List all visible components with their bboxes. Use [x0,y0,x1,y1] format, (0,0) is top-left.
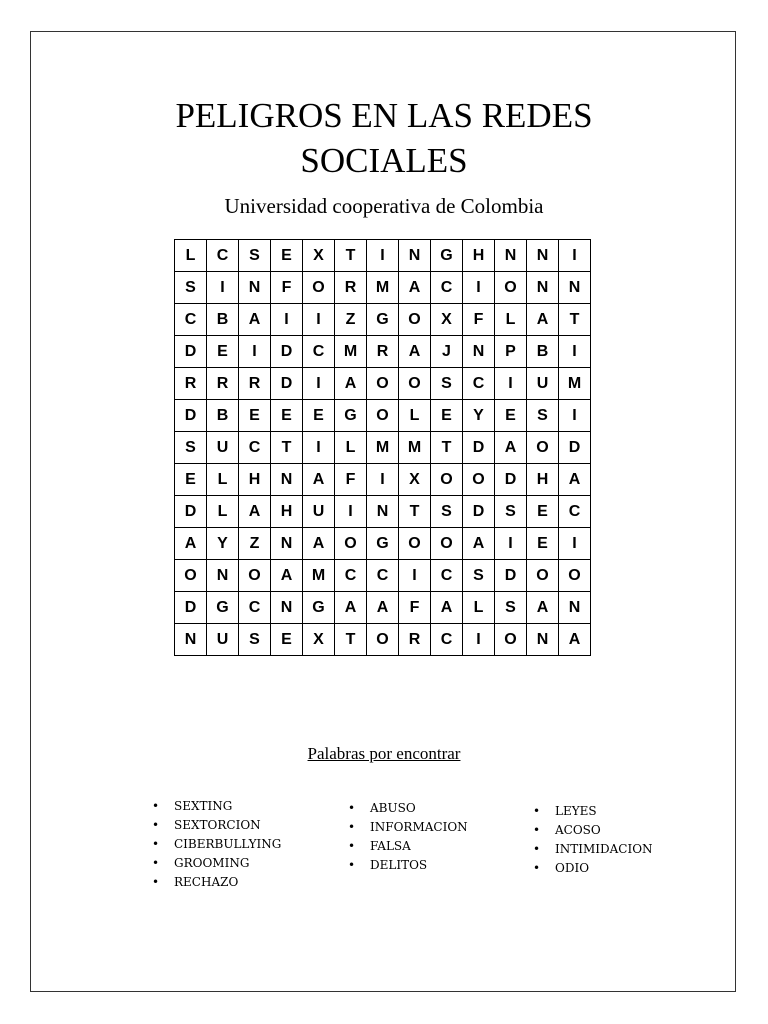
grid-cell[interactable]: I [463,272,495,304]
grid-cell[interactable]: I [271,304,303,336]
grid-cell[interactable]: L [463,592,495,624]
grid-row [175,496,591,528]
grid-cell[interactable]: N [527,272,559,304]
grid-cell[interactable]: N [495,240,527,272]
grid-cell[interactable]: C [463,368,495,400]
grid-cell[interactable]: E [431,400,463,432]
word-list-column-2 [348,799,468,875]
grid-cell[interactable]: C [431,272,463,304]
grid-cell[interactable]: D [175,400,207,432]
grid-cell[interactable]: A [559,624,591,656]
grid-cell[interactable]: D [495,464,527,496]
grid-cell[interactable]: R [175,368,207,400]
grid-cell[interactable]: O [431,528,463,560]
grid-cell[interactable]: O [399,528,431,560]
grid-cell[interactable]: L [175,240,207,272]
grid-cell[interactable]: I [559,528,591,560]
grid-cell[interactable]: N [271,464,303,496]
grid-cell[interactable]: F [271,272,303,304]
word-list-item: • ACOSO [533,821,653,840]
grid-cell[interactable]: A [527,592,559,624]
word-search-grid [174,239,591,656]
grid-row [175,336,591,368]
grid-cell[interactable]: T [399,496,431,528]
grid-cell[interactable]: O [399,304,431,336]
grid-cell[interactable]: C [367,560,399,592]
grid-cell[interactable]: I [495,368,527,400]
grid-cell[interactable]: A [495,432,527,464]
grid-cell[interactable]: B [207,304,239,336]
grid-row [175,464,591,496]
grid-cell[interactable]: C [559,496,591,528]
grid-cell[interactable]: R [207,368,239,400]
grid-cell[interactable]: A [335,592,367,624]
grid-cell[interactable]: S [463,560,495,592]
grid-cell[interactable]: R [399,624,431,656]
grid-cell[interactable]: I [399,560,431,592]
grid-cell[interactable]: O [239,560,271,592]
grid-row [175,592,591,624]
grid-cell[interactable]: S [527,400,559,432]
grid-cell[interactable]: F [335,464,367,496]
grid-cell[interactable]: C [175,304,207,336]
grid-cell[interactable]: S [175,272,207,304]
grid-cell[interactable]: C [431,560,463,592]
grid-cell[interactable]: I [303,304,335,336]
grid-cell[interactable]: O [527,432,559,464]
grid-cell[interactable]: A [527,304,559,336]
grid-cell[interactable]: N [527,624,559,656]
grid-cell[interactable]: T [271,432,303,464]
grid-cell[interactable]: D [175,336,207,368]
words-heading [0,742,768,766]
grid-cell[interactable]: I [367,240,399,272]
grid-cell[interactable]: M [559,368,591,400]
grid-cell[interactable]: U [527,368,559,400]
grid-cell[interactable]: X [431,304,463,336]
grid-cell[interactable]: O [303,272,335,304]
grid-cell[interactable]: H [527,464,559,496]
grid-cell[interactable]: N [271,528,303,560]
grid-row [175,432,591,464]
grid-cell[interactable]: A [399,336,431,368]
word-list-column-3 [533,802,653,878]
page-title-line2: SOCIALES [300,141,468,180]
grid-row [175,624,591,656]
grid-cell[interactable]: O [367,368,399,400]
page-title-line1: PELIGROS EN LAS REDES [175,96,593,135]
grid-cell[interactable]: Z [239,528,271,560]
grid-cell[interactable]: Y [207,528,239,560]
word-list-item: • DELITOS [348,856,468,875]
grid-cell[interactable]: I [303,368,335,400]
grid-cell[interactable]: A [239,496,271,528]
grid-cell[interactable]: A [303,464,335,496]
grid-cell[interactable]: I [207,272,239,304]
grid-cell[interactable]: O [527,560,559,592]
grid-cell[interactable]: N [239,272,271,304]
grid-cell[interactable]: H [463,240,495,272]
grid-cell[interactable]: D [271,336,303,368]
grid-cell[interactable]: O [463,464,495,496]
grid-row [175,528,591,560]
grid-cell[interactable]: N [175,624,207,656]
grid-cell[interactable]: R [239,368,271,400]
grid-cell[interactable]: E [495,400,527,432]
grid-cell[interactable]: B [527,336,559,368]
grid-cell[interactable]: M [335,336,367,368]
word-list-column-1 [152,797,281,892]
word-list-item: • INFORMACION [348,818,468,837]
grid-cell[interactable]: R [367,336,399,368]
grid-cell[interactable]: R [335,272,367,304]
grid-cell[interactable]: B [207,400,239,432]
grid-cell[interactable]: X [303,624,335,656]
grid-cell[interactable]: T [335,240,367,272]
grid-cell[interactable]: L [495,304,527,336]
grid-cell[interactable]: G [303,592,335,624]
grid-row [175,560,591,592]
grid-cell[interactable]: E [527,528,559,560]
grid-cell[interactable]: O [175,560,207,592]
grid-cell[interactable]: T [431,432,463,464]
word-list-item: • GROOMING [152,854,281,873]
grid-cell[interactable]: E [527,496,559,528]
grid-cell[interactable]: I [495,528,527,560]
grid-cell[interactable]: L [399,400,431,432]
grid-cell[interactable]: J [431,336,463,368]
grid-cell[interactable]: N [559,592,591,624]
word-list-item: • FALSA [348,837,468,856]
grid-cell[interactable]: N [559,272,591,304]
grid-cell[interactable]: S [431,496,463,528]
grid-cell[interactable]: I [463,624,495,656]
grid-cell[interactable]: D [271,368,303,400]
grid-row [175,240,591,272]
word-list-item: • RECHAZO [152,873,281,892]
grid-cell[interactable]: G [431,240,463,272]
grid-cell[interactable]: D [175,592,207,624]
grid-cell[interactable]: D [495,560,527,592]
grid-cell[interactable]: D [175,496,207,528]
word-list-item: • SEXTING [152,797,281,816]
grid-cell[interactable]: M [367,272,399,304]
grid-cell[interactable]: A [463,528,495,560]
grid-cell[interactable]: E [239,400,271,432]
grid-cell[interactable]: H [271,496,303,528]
grid-cell[interactable]: O [495,624,527,656]
grid-cell[interactable]: A [335,368,367,400]
grid-cell[interactable]: O [495,272,527,304]
grid-cell[interactable]: X [303,240,335,272]
grid-cell[interactable]: L [335,432,367,464]
grid-cell[interactable]: A [559,464,591,496]
grid-cell[interactable]: O [399,368,431,400]
grid-cell[interactable]: G [367,528,399,560]
grid-cell[interactable]: U [303,496,335,528]
grid-cell[interactable]: N [527,240,559,272]
grid-cell[interactable]: S [495,592,527,624]
grid-cell[interactable]: Z [335,304,367,336]
word-list-item: • LEYES [533,802,653,821]
grid-cell[interactable]: M [367,432,399,464]
grid-cell[interactable]: C [335,560,367,592]
grid-cell[interactable]: I [559,400,591,432]
grid-cell[interactable]: S [239,624,271,656]
grid-cell[interactable]: S [431,368,463,400]
grid-cell[interactable]: M [303,560,335,592]
grid-cell[interactable]: I [559,240,591,272]
grid-cell[interactable]: D [463,496,495,528]
grid-row [175,304,591,336]
grid-cell[interactable]: I [303,432,335,464]
grid-cell[interactable]: O [367,400,399,432]
grid-cell[interactable]: O [367,624,399,656]
grid-cell[interactable]: E [271,400,303,432]
grid-cell[interactable]: P [495,336,527,368]
grid-cell[interactable]: F [463,304,495,336]
grid-cell[interactable]: T [335,624,367,656]
words-heading-text: Palabras por encontrar [307,744,461,763]
grid-cell[interactable]: T [559,304,591,336]
grid-cell[interactable]: E [271,624,303,656]
grid-cell[interactable]: E [271,240,303,272]
grid-cell[interactable]: U [207,432,239,464]
grid-cell[interactable]: Y [463,400,495,432]
grid-cell[interactable]: C [431,624,463,656]
grid-cell[interactable]: N [367,496,399,528]
grid-cell[interactable]: X [399,464,431,496]
grid-cell[interactable]: N [399,240,431,272]
grid-cell[interactable]: I [335,496,367,528]
grid-cell[interactable]: A [271,560,303,592]
grid-cell[interactable]: F [399,592,431,624]
grid-row [175,272,591,304]
grid-cell[interactable]: M [399,432,431,464]
word-list-item: • ODIO [533,859,653,878]
grid-row [175,400,591,432]
grid-cell[interactable]: C [303,336,335,368]
grid-cell[interactable]: L [207,464,239,496]
grid-cell[interactable]: D [559,432,591,464]
grid-cell[interactable]: C [239,592,271,624]
grid-cell[interactable]: A [303,528,335,560]
grid-cell[interactable]: D [463,432,495,464]
grid-cell[interactable]: O [335,528,367,560]
grid-cell[interactable]: A [431,592,463,624]
grid-cell[interactable]: I [367,464,399,496]
grid-cell[interactable]: A [367,592,399,624]
grid-cell[interactable]: N [207,560,239,592]
grid-cell[interactable]: L [207,496,239,528]
grid-cell[interactable]: C [239,432,271,464]
grid-cell[interactable]: U [207,624,239,656]
page-subtitle: Universidad cooperativa de Colombia [224,194,544,218]
grid-row [175,368,591,400]
grid-cell[interactable]: I [559,336,591,368]
grid-cell[interactable]: S [239,240,271,272]
grid-cell[interactable]: O [431,464,463,496]
grid-cell[interactable]: S [495,496,527,528]
grid-cell[interactable]: A [175,528,207,560]
grid-cell[interactable]: O [559,560,591,592]
grid-cell[interactable]: E [207,336,239,368]
grid-cell[interactable]: G [335,400,367,432]
word-list-item: • INTIMIDACION [533,840,653,859]
grid-cell[interactable]: N [271,592,303,624]
grid-cell[interactable]: C [207,240,239,272]
grid-cell[interactable]: H [239,464,271,496]
grid-cell[interactable]: A [399,272,431,304]
grid-cell[interactable]: G [367,304,399,336]
word-list-item: • ABUSO [348,799,468,818]
grid-cell[interactable]: N [463,336,495,368]
grid-cell[interactable]: I [239,336,271,368]
grid-cell[interactable]: G [207,592,239,624]
grid-cell[interactable]: A [239,304,271,336]
word-list-item: • CIBERBULLYING [152,835,281,854]
word-list-item: • SEXTORCION [152,816,281,835]
grid-cell[interactable]: E [175,464,207,496]
grid-cell[interactable]: S [175,432,207,464]
grid-cell[interactable]: E [303,400,335,432]
